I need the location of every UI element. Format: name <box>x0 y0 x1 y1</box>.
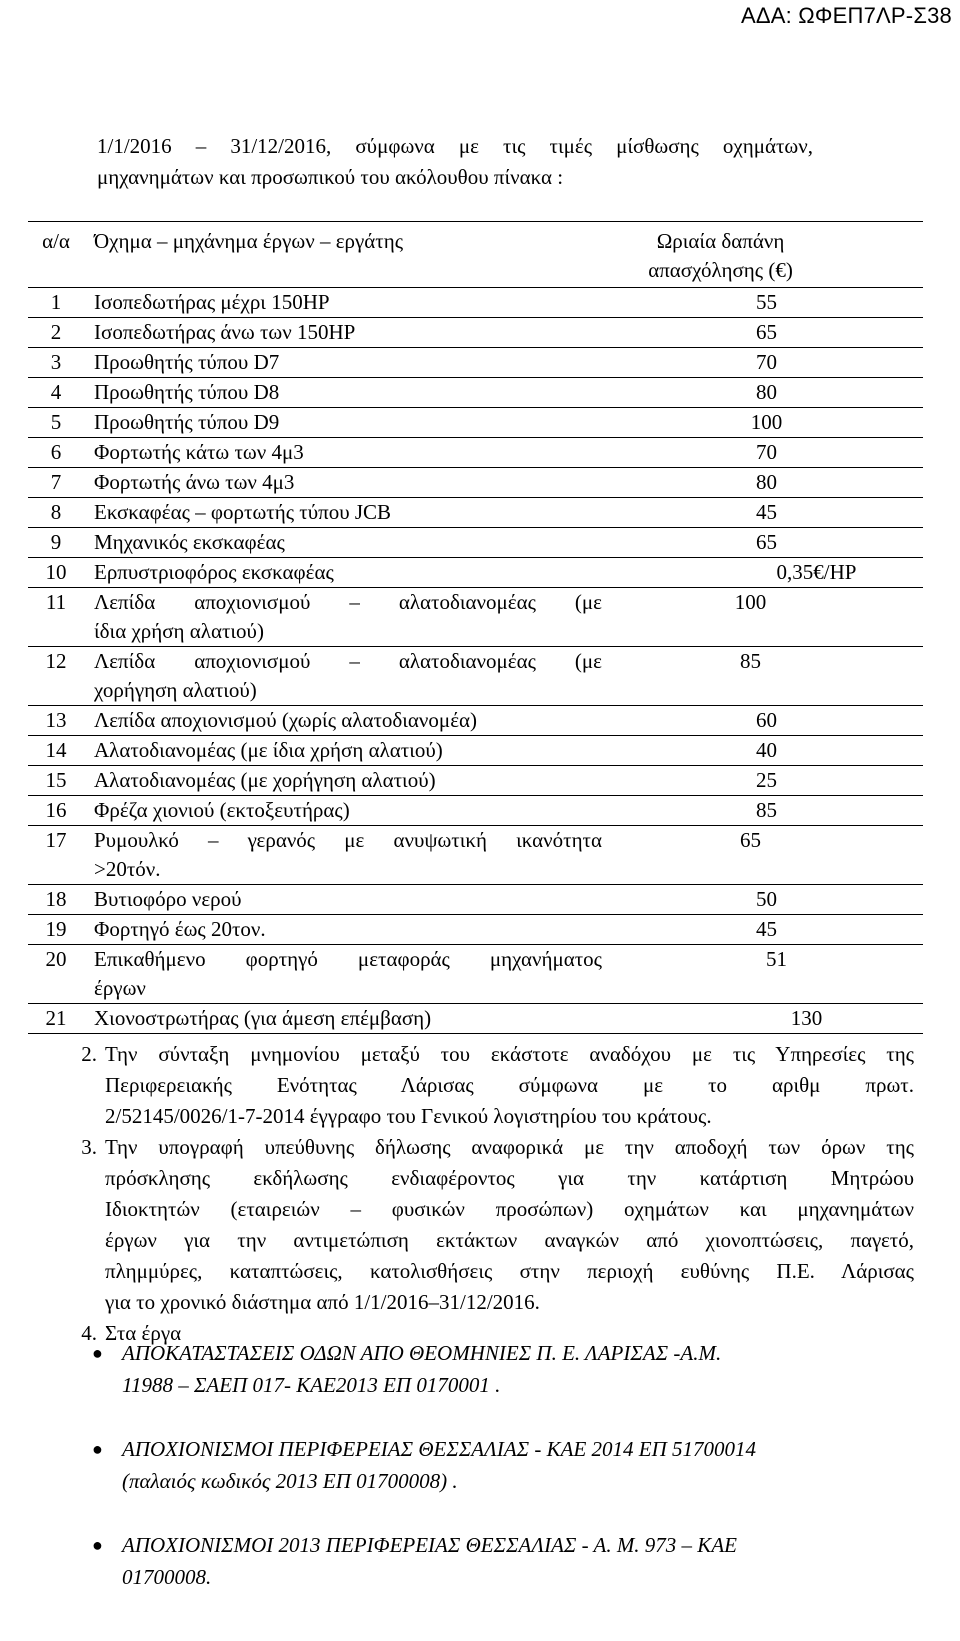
hourly-rate <box>610 647 923 706</box>
vehicle-name-line-1: Λεπίδα αποχιονισμού – αλατοδιανομέας (με <box>94 590 602 614</box>
vehicle-name <box>84 647 610 706</box>
vehicle-name: Λεπίδα αποχιονισμού (χωρίς αλατοδιανομέα) <box>84 706 610 736</box>
table-row <box>28 558 923 588</box>
hourly-rate <box>610 885 923 915</box>
row-number: 20 <box>28 945 84 1004</box>
row-number: 16 <box>28 796 84 826</box>
vehicle-name-line-2: >20τόν. <box>94 857 161 881</box>
hourly-rate <box>610 528 923 558</box>
numbered-items <box>42 1039 914 1349</box>
header-rate-line-1: Ωριαία δαπάνη <box>656 229 785 253</box>
vehicle-name: Αλατοδιανομέας (με ίδια χρήση αλατιού) <box>84 736 610 766</box>
hourly-rate <box>610 438 923 468</box>
vehicle-name-line-1: Επικαθήμενο φορτηγό μεταφοράς μηχανήματος <box>94 947 602 971</box>
row-number: 5 <box>28 408 84 438</box>
hourly-rate-value: 45 <box>756 917 777 941</box>
item-text <box>105 1132 914 1318</box>
table-row <box>28 348 923 378</box>
hourly-rate-value: 65 <box>740 828 761 852</box>
item-text-line: πρόσκλησης εκδήλωσης ενδιαφέροντος για την κατάρτιση Μητρώου <box>105 1166 914 1190</box>
vehicle-name: Προωθητής τύπου D7 <box>84 348 610 378</box>
bullet-text-line: (παλαιός κωδικός 2013 ΕΠ 01700008) . <box>122 1469 458 1493</box>
table-row <box>28 826 923 885</box>
vehicle-name: Φορτωτής κάτω των 4μ3 <box>84 438 610 468</box>
table-row <box>28 528 923 558</box>
table-row <box>28 498 923 528</box>
hourly-rate <box>610 915 923 945</box>
item-text-line: Την υπογραφή υπεύθυνης δήλωσης αναφορικά με την αποδοχή των όρων της <box>105 1135 914 1159</box>
project-bullet-list <box>92 1337 922 1625</box>
item-number: 2. <box>81 1042 97 1066</box>
item-text-line: Ιδιοκτητών (εταιρειών – φυσικών προσώπων) οχημάτων και μηχανημάτων <box>105 1197 914 1221</box>
vehicle-name-line-1: Ρυμουλκό – γερανός με ανυψωτική ικανότητα <box>94 828 602 852</box>
hourly-rate-value: 70 <box>756 440 777 464</box>
table-row <box>28 706 923 736</box>
intro-line-1: 1/1/2016 – 31/12/2016, σύμφωνα με τις τιμές μίσθωσης οχημάτων, <box>97 134 813 158</box>
vehicle-name: Ισοπεδωτήρας άνω των 150HP <box>84 318 610 348</box>
vehicle-name-line-1: Λεπίδα αποχιονισμού – αλατοδιανομέας (με <box>94 649 602 673</box>
bullet-text <box>122 1337 721 1401</box>
bullet-text-line: ΑΠΟΧΙΟΝΙΣΜΟΙ ΠΕΡΙΦΕΡΕΙΑΣ ΘΕΣΣΑΛΙΑΣ - ΚΑΕ 2014 ΕΠ 51700014 <box>122 1437 757 1461</box>
hourly-rate <box>610 766 923 796</box>
vehicle-name: Χιονοστρωτήρας (για άμεση επέμβαση) <box>84 1004 610 1034</box>
hourly-rate <box>610 945 923 1004</box>
item-text-line: πλημμύρες, καταπτώσεις, κατολισθήσεις στην περιοχή ευθύνης Π.Ε. Λάρισας <box>105 1259 914 1283</box>
bullet-dot-icon: ● <box>92 1439 103 1459</box>
table-row <box>28 408 923 438</box>
hourly-rate <box>610 736 923 766</box>
row-number: 12 <box>28 647 84 706</box>
intro-paragraph <box>97 131 813 193</box>
vehicle-name: Προωθητής τύπου D8 <box>84 378 610 408</box>
row-number: 6 <box>28 438 84 468</box>
ada-code: ΑΔΑ: ΩΦΕΠ7ΛΡ-Σ38 <box>740 3 952 28</box>
vehicle-name: Φορτηγό έως 20τον. <box>84 915 610 945</box>
item-text-line: Την σύνταξη μνημονίου μεταξύ του εκάστοτε αναδόχου με τις Υπηρεσίες της <box>105 1042 914 1066</box>
item-text-line: 2/52145/0026/1-7-2014 έγγραφο του Γενικού λογιστηρίου του κράτους. <box>105 1104 712 1128</box>
bullet-dot-icon: ● <box>92 1343 103 1363</box>
row-number: 1 <box>28 288 84 318</box>
hourly-rate-value: 130 <box>790 1006 823 1030</box>
hourly-rate <box>610 498 923 528</box>
hourly-rate-value: 25 <box>756 768 777 792</box>
vehicle-name: Προωθητής τύπου D9 <box>84 408 610 438</box>
vehicle-name-line-2: έργων <box>94 976 146 1000</box>
table-row <box>28 288 923 318</box>
hourly-rate <box>610 378 923 408</box>
hourly-rate <box>610 408 923 438</box>
rates-table-body <box>28 222 923 1034</box>
hourly-rate-value: 65 <box>756 320 777 344</box>
vehicle-name: Αλατοδιανομέας (με χορήγηση αλατιού) <box>84 766 610 796</box>
item-text-line: για το χρονικό διάστημα από 1/1/2016–31/12/2016. <box>105 1290 540 1314</box>
item-text-line: έργων για την αντιμετώπιση εκτάκτων αναγκών από χιονοπτώσεις, παγετό, <box>105 1228 914 1252</box>
vehicle-name <box>84 588 610 647</box>
row-number: 11 <box>28 588 84 647</box>
table-row <box>28 736 923 766</box>
row-number: 18 <box>28 885 84 915</box>
hourly-rate-value: 80 <box>756 470 777 494</box>
row-number: 13 <box>28 706 84 736</box>
item-number: 3. <box>81 1135 97 1159</box>
vehicle-name: Μηχανικός εκσκαφέας <box>84 528 610 558</box>
hourly-rate-value: 50 <box>756 887 777 911</box>
vehicle-name: Ερπυστριοφόρος εκσκαφέας <box>84 558 610 588</box>
bullet-text-line: ΑΠΟΚΑΤΑΣΤΑΣΕΙΣ ΟΔΩΝ ΑΠΟ ΘΕΟΜΗΝΙΕΣ Π. Ε. ΛΑΡΙΣΑΣ -Α.Μ. <box>122 1341 722 1365</box>
bullet-text-line: ΑΠΟΧΙΟΝΙΣΜΟΙ 2013 ΠΕΡΙΦΕΡΕΙΑΣ ΘΕΣΣΑΛΙΑΣ - Α. Μ. 973 – ΚΑΕ <box>122 1533 737 1557</box>
table-row <box>28 945 923 1004</box>
project-bullet <box>92 1529 922 1593</box>
hourly-rate <box>610 318 923 348</box>
row-number: 10 <box>28 558 84 588</box>
hourly-rate <box>610 558 923 588</box>
hourly-rate <box>610 1004 923 1034</box>
row-number: 15 <box>28 766 84 796</box>
vehicle-name: Φρέζα χιονιού (εκτοξευτήρας) <box>84 796 610 826</box>
hourly-rate <box>610 468 923 498</box>
row-number: 19 <box>28 915 84 945</box>
row-number: 2 <box>28 318 84 348</box>
row-number: 9 <box>28 528 84 558</box>
project-bullet <box>92 1337 922 1401</box>
row-number: 4 <box>28 378 84 408</box>
header-rate-line-2: απασχόλησης (€) <box>648 258 793 282</box>
intro-line-2: μηχανημάτων και προσωπικού του ακόλουθου πίνακα : <box>97 165 564 189</box>
bullet-text <box>122 1433 756 1497</box>
table-header-row <box>28 222 923 288</box>
table-row <box>28 378 923 408</box>
vehicle-name <box>84 945 610 1004</box>
table-row <box>28 796 923 826</box>
hourly-rate <box>610 588 923 647</box>
row-number: 7 <box>28 468 84 498</box>
row-number: 14 <box>28 736 84 766</box>
hourly-rate-value: 51 <box>766 947 787 971</box>
table-row <box>28 438 923 468</box>
hourly-rate-value: 100 <box>750 410 783 434</box>
table-row <box>28 885 923 915</box>
hourly-rate <box>610 796 923 826</box>
bullet-dot-icon: ● <box>92 1535 103 1555</box>
row-number: 21 <box>28 1004 84 1034</box>
bullet-text <box>122 1529 737 1593</box>
vehicle-name: Εκσκαφέας – φορτωτής τύπου JCB <box>84 498 610 528</box>
row-number: 3 <box>28 348 84 378</box>
hourly-rate <box>610 826 923 885</box>
header-name: Όχημα – μηχάνημα έργων – εργάτης <box>84 222 610 288</box>
hourly-rate-value: 40 <box>756 738 777 762</box>
table-row <box>28 468 923 498</box>
item-text-line: Στα έργα <box>105 1321 182 1345</box>
vehicle-name-line-2: χορήγηση αλατιού) <box>94 678 257 702</box>
hourly-rate-value: 85 <box>740 649 761 673</box>
bullet-text-line: 01700008. <box>122 1565 212 1589</box>
table-row <box>28 766 923 796</box>
hourly-rate-value: 70 <box>756 350 777 374</box>
header-rate <box>610 222 923 288</box>
table-row <box>28 318 923 348</box>
numbered-item <box>42 1039 914 1132</box>
hourly-rate-value: 60 <box>756 708 777 732</box>
hourly-rate-value: 80 <box>756 380 777 404</box>
table-row <box>28 588 923 647</box>
numbered-item <box>42 1132 914 1318</box>
project-bullet <box>92 1433 922 1497</box>
table-row <box>28 915 923 945</box>
header-no: α/α <box>28 222 84 288</box>
vehicle-name: Φορτωτής άνω των 4μ3 <box>84 468 610 498</box>
vehicle-name <box>84 826 610 885</box>
hourly-rate <box>610 706 923 736</box>
hourly-rate-value: 0,35€/HP <box>776 560 857 584</box>
hourly-rate-value: 45 <box>756 500 777 524</box>
hourly-rate-value: 100 <box>734 590 767 614</box>
table-row <box>28 647 923 706</box>
vehicle-name: Ισοπεδωτήρας μέχρι 150HP <box>84 288 610 318</box>
item-text-line: Περιφερειακής Ενότητας Λάρισας σύμφωνα με το αριθμ πρωτ. <box>105 1073 914 1097</box>
hourly-rate <box>610 288 923 318</box>
hourly-rate <box>610 348 923 378</box>
vehicle-name: Βυτιοφόρο νερού <box>84 885 610 915</box>
row-number: 17 <box>28 826 84 885</box>
table-row <box>28 1004 923 1034</box>
hourly-rate-value: 55 <box>756 290 777 314</box>
row-number: 8 <box>28 498 84 528</box>
rates-table <box>28 221 923 1034</box>
item-text <box>105 1039 914 1132</box>
hourly-rate-value: 65 <box>756 530 777 554</box>
item-number: 4. <box>81 1321 97 1345</box>
bullet-text-line: 11988 – ΣΑΕΠ 017- ΚΑΕ2013 ΕΠ 0170001 . <box>122 1373 501 1397</box>
vehicle-name-line-2: ίδια χρήση αλατιού) <box>94 619 264 643</box>
hourly-rate-value: 85 <box>756 798 777 822</box>
